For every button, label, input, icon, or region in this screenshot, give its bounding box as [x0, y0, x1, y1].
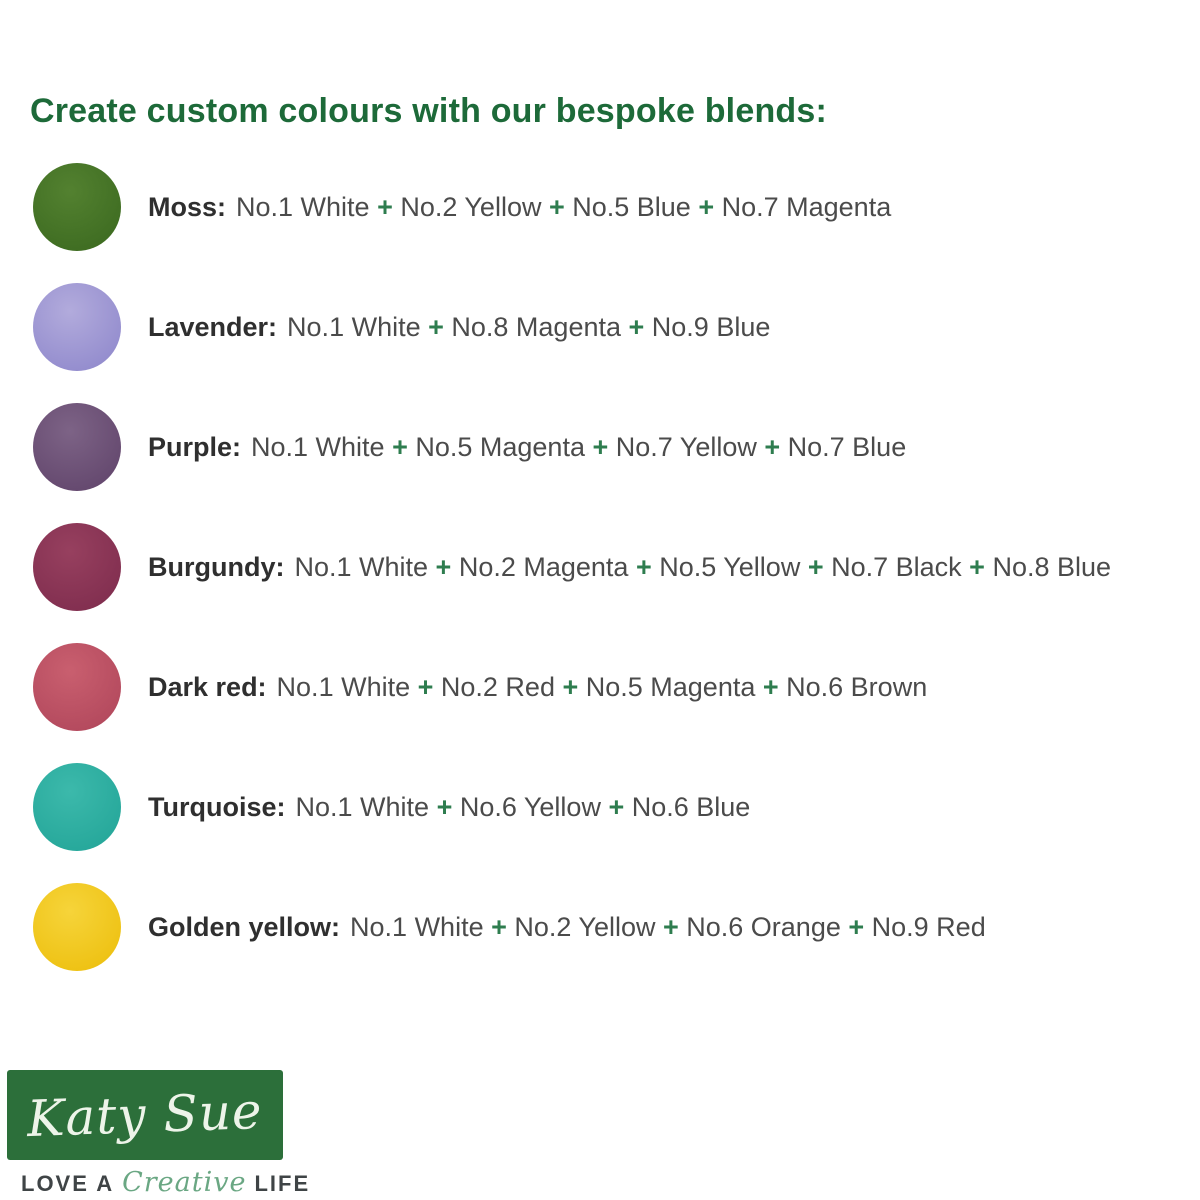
tagline-creative: Creative — [122, 1167, 247, 1198]
blend-row-turquoise — [33, 747, 1111, 867]
blend-name-label: Dark red: — [148, 671, 267, 702]
plus-separator: + — [554, 671, 586, 702]
blend-recipe: No.1 White + No.5 Magenta + No.7 Yellow + No.7 Blue — [251, 431, 907, 462]
logo-wordmark: Katy Sue — [26, 1081, 264, 1149]
blend-recipe-line — [148, 432, 906, 463]
plus-separator: + — [840, 911, 872, 942]
blend-recipe-line — [148, 912, 986, 943]
plus-separator: + — [600, 791, 632, 822]
blend-recipe-line — [148, 552, 1111, 583]
plus-separator: + — [655, 911, 687, 942]
dark-red-color-swatch — [33, 643, 121, 731]
blend-recipe: No.1 White + No.2 Red + No.5 Magenta + No.6 Brown — [276, 671, 928, 702]
blend-recipe-line — [148, 792, 750, 823]
plus-separator: + — [428, 551, 459, 582]
plus-separator: + — [429, 791, 460, 822]
plus-separator: + — [541, 191, 573, 222]
plus-separator: + — [483, 911, 515, 942]
tagline — [21, 1167, 310, 1198]
blend-row-dark-red — [33, 627, 1111, 747]
plus-separator: + — [690, 191, 722, 222]
blend-name-label: Burgundy: — [148, 551, 285, 582]
plus-separator: + — [628, 551, 660, 582]
lavender-color-swatch — [33, 283, 121, 371]
blend-name-label: Lavender: — [148, 311, 278, 342]
blend-name-label: Moss: — [148, 191, 227, 222]
purple-color-swatch — [33, 403, 121, 491]
plus-separator: + — [410, 671, 441, 702]
blend-recipe-line — [148, 672, 927, 703]
plus-separator: + — [584, 431, 616, 462]
blend-list — [33, 147, 1111, 987]
blend-recipe: No.1 White + No.2 Yellow + No.6 Orange + No.9 Red — [350, 911, 986, 942]
blend-name-label: Purple: — [148, 431, 242, 462]
blend-recipe: No.1 White + No.8 Magenta + No.9 Blue — [287, 311, 771, 342]
page-title: Create custom colours with our bespoke blends: — [30, 92, 828, 130]
blend-name-label: Golden yellow: — [148, 911, 341, 942]
plus-separator: + — [755, 671, 787, 702]
blend-recipe: No.1 White + No.6 Yellow + No.6 Blue — [295, 791, 751, 822]
blend-recipe: No.1 White + No.2 Yellow + No.5 Blue + No.7 Magenta — [236, 191, 892, 222]
blend-row-moss — [33, 147, 1111, 267]
plus-separator: + — [621, 311, 652, 342]
plus-separator: + — [369, 191, 401, 222]
tagline-love-a: LOVE A — [21, 1171, 115, 1196]
blend-row-lavender — [33, 267, 1111, 387]
burgundy-color-swatch — [33, 523, 121, 611]
blend-row-purple — [33, 387, 1111, 507]
tagline-life: LIFE — [254, 1171, 311, 1196]
plus-separator: + — [384, 431, 416, 462]
blend-recipe: No.1 White + No.2 Magenta + No.5 Yellow + No.7 Black + No.8 Blue — [294, 551, 1112, 582]
plus-separator: + — [420, 311, 452, 342]
blend-row-burgundy — [33, 507, 1111, 627]
blend-name-label: Turquoise: — [148, 791, 286, 822]
blend-recipe-line — [148, 312, 770, 343]
turquoise-color-swatch — [33, 763, 121, 851]
blend-row-golden-yellow — [33, 867, 1111, 987]
moss-color-swatch — [33, 163, 121, 251]
golden-yellow-color-swatch — [33, 883, 121, 971]
plus-separator: + — [961, 551, 993, 582]
plus-separator: + — [800, 551, 832, 582]
katy-sue-logo — [7, 1070, 283, 1160]
blend-recipe-line — [148, 192, 891, 223]
plus-separator: + — [756, 431, 788, 462]
